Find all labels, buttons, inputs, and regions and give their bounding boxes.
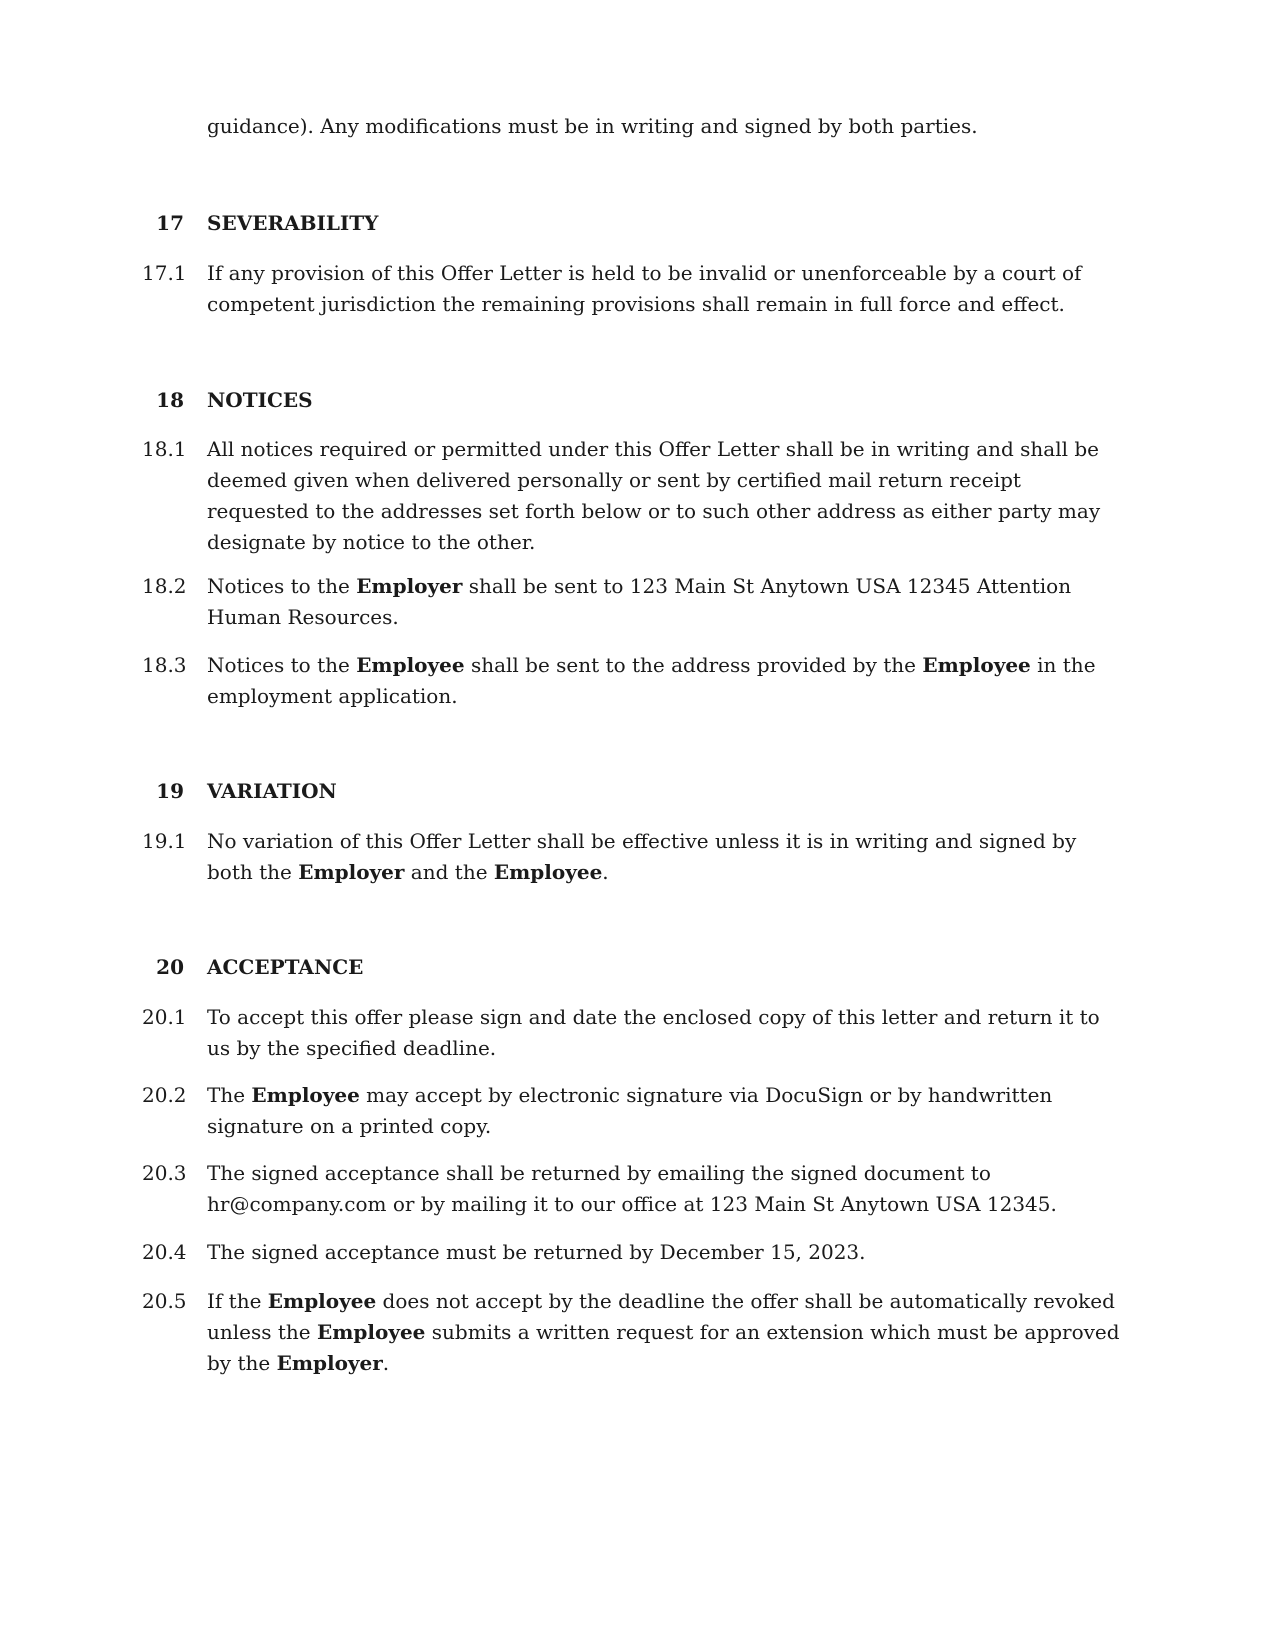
section-number: 19	[156, 779, 184, 803]
party-employee: Employee	[267, 1289, 377, 1313]
party-employee: Employee	[493, 860, 603, 884]
clause-number: 18.1	[142, 437, 187, 461]
clause-number: 20.3	[142, 1161, 187, 1185]
party-employee: Employee	[922, 653, 1031, 677]
section-title: VARIATION	[207, 779, 337, 803]
clause-number: 19.1	[142, 829, 187, 853]
clause-text: The signed acceptance shall be returned by emailing the signed document to hr@company.com or by mailing it to our office at 123 Main St Anytown USA 12345.	[207, 1161, 1057, 1216]
clause-text: No variation of this Offer Letter shall be effective unless it is in writing and signed by both the Employer and the Employee.	[207, 829, 1077, 884]
clause-number: 20.1	[142, 1005, 187, 1029]
clause-text: All notices required or permitted under this Offer Letter shall be in writing and shall be deemed given when delivered personally or sent by certified mail return receipt requested to the addresses set forth below or to such other address as either party may designate by notice to the other.	[207, 437, 1101, 554]
clause-number: 20.2	[142, 1083, 187, 1107]
clause-text: The signed acceptance must be returned by December 15, 2023.	[207, 1240, 866, 1264]
clause-text: If any provision of this Offer Letter is held to be invalid or unenforceable by a court of competent jurisdiction the remaining provisions shall remain in full force and effect.	[207, 261, 1082, 316]
section-title: NOTICES	[207, 388, 313, 412]
section-title: SEVERABILITY	[207, 211, 379, 235]
section-heading-severability	[0, 208, 1275, 239]
party-employer: Employer	[276, 1351, 383, 1375]
section-heading-notices	[0, 385, 1275, 416]
party-employer: Employer	[356, 574, 463, 598]
party-employee: Employee	[356, 653, 465, 677]
clause-text: The Employee may accept by electronic signature via DocuSign or by handwritten signature on a printed copy.	[207, 1083, 1053, 1138]
party-employee: Employee	[251, 1083, 360, 1107]
section-number: 20	[156, 955, 184, 979]
party-employer: Employer	[298, 860, 405, 884]
clause-text: To accept this offer please sign and date the enclosed copy of this letter and return it to us by the specified deadline.	[207, 1005, 1100, 1060]
section-heading-variation	[0, 776, 1275, 807]
clause-number: 20.4	[142, 1240, 187, 1264]
clause-number: 18.2	[142, 574, 187, 598]
clause-number: 20.5	[142, 1289, 187, 1313]
clause-text: Notices to the Employee shall be sent to the address provided by the Employee in the employment application.	[207, 653, 1096, 708]
clause-number: 17.1	[142, 261, 187, 285]
section-number: 17	[156, 211, 184, 235]
section-number: 18	[156, 388, 184, 412]
continuation-paragraph: guidance). Any modifications must be in writing and signed by both parties.	[207, 114, 978, 138]
party-employee: Employee	[317, 1320, 426, 1344]
clause-number: 18.3	[142, 653, 187, 677]
clause-text: If the Employee does not accept by the deadline the offer shall be automatically revoked unless the Employee submits a written request for an extension which must be approved by the Employer.	[207, 1289, 1120, 1375]
section-heading-acceptance	[0, 952, 1275, 983]
section-title: ACCEPTANCE	[207, 955, 364, 979]
clause-text: Notices to the Employer shall be sent to 123 Main St Anytown USA 12345 Attention Human Resources.	[207, 574, 1072, 629]
